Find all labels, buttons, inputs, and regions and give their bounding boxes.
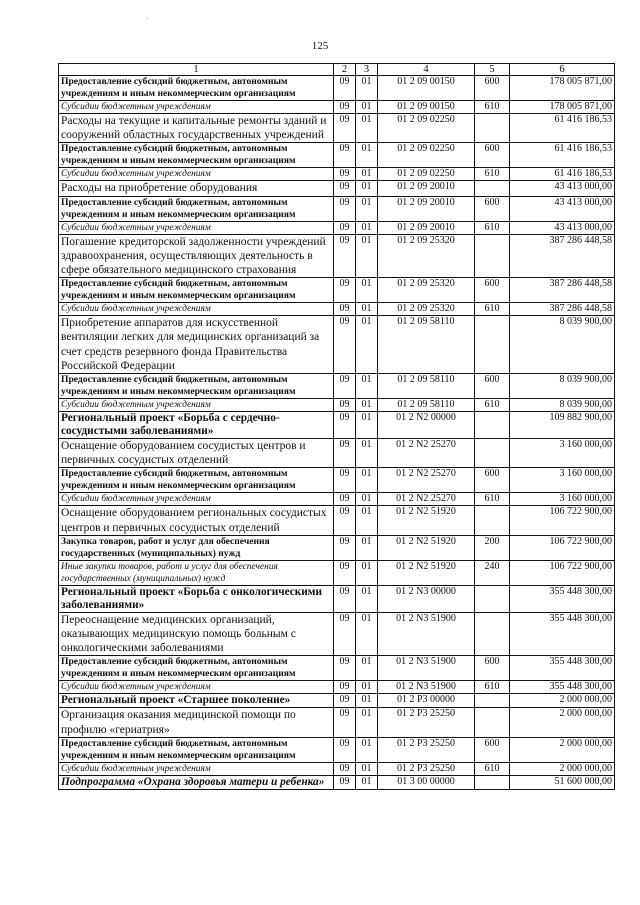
row-name: Предоставление субсидий бюджетным, автономным учреждениям и иным некоммерческим организациям [59, 737, 334, 762]
row-target-code: 01 2 09 00150 [378, 101, 475, 114]
row-target-code: 01 2 09 58110 [378, 399, 475, 412]
row-name: Оснащение оборудованием региональных сосудистых центров и первичных сосудистых отделений [59, 506, 334, 535]
row-target-code: 01 2 09 20010 [378, 196, 475, 221]
row-target-code: 01 2 P3 25250 [378, 737, 475, 762]
row-amount: 355 448 300,00 [510, 585, 615, 612]
row-subsection: 01 [356, 775, 378, 789]
row-name: Расходы на текущие и капитальные ремонты зданий и сооружений областных государственных учреждений [59, 114, 334, 143]
table-row [59, 439, 615, 468]
row-amount: 2 000 000,00 [510, 694, 615, 708]
row-section: 09 [334, 303, 356, 316]
row-subsection: 01 [356, 468, 378, 493]
row-section: 09 [334, 181, 356, 196]
row-subsection: 01 [356, 708, 378, 737]
row-subsection: 01 [356, 585, 378, 612]
row-subsection: 01 [356, 412, 378, 439]
row-subsection: 01 [356, 114, 378, 143]
row-name: Субсидии бюджетным учреждениям [59, 493, 334, 506]
row-target-code: 01 2 P3 25250 [378, 708, 475, 737]
row-section: 09 [334, 196, 356, 221]
row-name: Предоставление субсидий бюджетным, автономным учреждениям и иным некоммерческим организациям [59, 196, 334, 221]
row-expense-type: 600 [475, 737, 510, 762]
row-subsection: 01 [356, 506, 378, 535]
row-name: Предоставление субсидий бюджетным, автономным учреждениям и иным некоммерческим организациям [59, 468, 334, 493]
row-target-code: 01 2 09 20010 [378, 221, 475, 234]
row-target-code: 01 2 N3 00000 [378, 585, 475, 612]
row-target-code: 01 2 N3 51900 [378, 656, 475, 681]
row-amount: 109 882 900,00 [510, 412, 615, 439]
header-amount: 6 [510, 64, 615, 76]
row-amount: 61 416 186,53 [510, 168, 615, 181]
row-target-code: 01 2 09 25320 [378, 278, 475, 303]
row-name: Региональный проект «Старшее поколение» [59, 694, 334, 708]
header-target-code: 4 [378, 64, 475, 76]
row-amount: 43 413 000,00 [510, 221, 615, 234]
row-subsection: 01 [356, 168, 378, 181]
row-expense-type: 610 [475, 493, 510, 506]
row-target-code: 01 2 09 25320 [378, 303, 475, 316]
row-subsection: 01 [356, 234, 378, 278]
header-row [59, 64, 615, 76]
row-subsection: 01 [356, 656, 378, 681]
header-section: 2 [334, 64, 356, 76]
row-section: 09 [334, 412, 356, 439]
row-expense-type [475, 439, 510, 468]
row-expense-type [475, 114, 510, 143]
row-expense-type: 600 [475, 656, 510, 681]
row-amount: 8 039 900,00 [510, 399, 615, 412]
row-subsection: 01 [356, 399, 378, 412]
row-name: Предоставление субсидий бюджетным, автономным учреждениям и иным некоммерческим организациям [59, 656, 334, 681]
table-row [59, 612, 615, 656]
row-expense-type [475, 506, 510, 535]
row-expense-type: 610 [475, 681, 510, 694]
table-row [59, 143, 615, 168]
row-amount: 2 000 000,00 [510, 762, 615, 775]
row-section: 09 [334, 439, 356, 468]
row-subsection: 01 [356, 762, 378, 775]
table-row [59, 708, 615, 737]
row-subsection: 01 [356, 303, 378, 316]
row-expense-type [475, 316, 510, 374]
row-name: Субсидии бюджетным учреждениям [59, 168, 334, 181]
row-target-code: 01 2 N2 25270 [378, 493, 475, 506]
row-amount: 51 600 000,00 [510, 775, 615, 789]
header-subsection: 3 [356, 64, 378, 76]
row-target-code: 01 2 09 02250 [378, 143, 475, 168]
page-number: 125 [311, 40, 329, 52]
row-amount: 355 448 300,00 [510, 681, 615, 694]
row-subsection: 01 [356, 737, 378, 762]
row-subsection: 01 [356, 560, 378, 585]
row-section: 09 [334, 221, 356, 234]
table-row [59, 468, 615, 493]
row-subsection: 01 [356, 681, 378, 694]
row-name: Переоснащение медицинских организаций, оказывающих медицинскую помощь больным с онкологическими заболеваниями [59, 612, 334, 656]
row-name: Региональный проект «Борьба с онкологическими заболеваниями» [59, 585, 334, 612]
row-section: 09 [334, 399, 356, 412]
scan-mark: . [146, 12, 148, 21]
row-name: Закупка товаров, работ и услуг для обеспечения государственных (муниципальных) нужд [59, 535, 334, 560]
row-target-code: 01 2 P3 00000 [378, 694, 475, 708]
table-row [59, 114, 615, 143]
table-row [59, 656, 615, 681]
table-row [59, 399, 615, 412]
row-name: Субсидии бюджетным учреждениям [59, 221, 334, 234]
row-expense-type: 200 [475, 535, 510, 560]
row-section: 09 [334, 560, 356, 585]
row-expense-type [475, 412, 510, 439]
row-section: 09 [334, 612, 356, 656]
row-name: Субсидии бюджетным учреждениям [59, 101, 334, 114]
row-name: Приобретение аппаратов для искусственной вентиляции легких для медицинских организаций за счет средств резервного фонда Правительства Российской Федерации [59, 316, 334, 374]
row-section: 09 [334, 694, 356, 708]
row-section: 09 [334, 143, 356, 168]
row-expense-type [475, 708, 510, 737]
table-row [59, 374, 615, 399]
table-row [59, 412, 615, 439]
row-target-code: 01 2 P3 25250 [378, 762, 475, 775]
row-amount: 43 413 000,00 [510, 181, 615, 196]
row-amount: 387 286 448,58 [510, 303, 615, 316]
row-amount: 106 722 900,00 [510, 535, 615, 560]
row-name: Субсидии бюджетным учреждениям [59, 303, 334, 316]
table-row [59, 493, 615, 506]
table-row [59, 196, 615, 221]
row-target-code: 01 2 N2 51920 [378, 560, 475, 585]
row-section: 09 [334, 506, 356, 535]
row-target-code: 01 2 09 00150 [378, 76, 475, 101]
row-expense-type: 600 [475, 76, 510, 101]
row-section: 09 [334, 585, 356, 612]
row-section: 09 [334, 316, 356, 374]
row-amount: 387 286 448,58 [510, 278, 615, 303]
row-section: 09 [334, 493, 356, 506]
table-row [59, 737, 615, 762]
row-name: Расходы на приобретение оборудования [59, 181, 334, 196]
table-row [59, 506, 615, 535]
row-section: 09 [334, 374, 356, 399]
row-name: Погашение кредиторской задолженности учреждений здравоохранения, осуществляющих деятельность в сфере обязательного медицинского страхования [59, 234, 334, 278]
row-section: 09 [334, 656, 356, 681]
row-expense-type: 600 [475, 196, 510, 221]
table-row [59, 681, 615, 694]
row-section: 09 [334, 775, 356, 789]
row-section: 09 [334, 114, 356, 143]
row-expense-type [475, 585, 510, 612]
row-expense-type [475, 181, 510, 196]
row-name: Субсидии бюджетным учреждениям [59, 399, 334, 412]
row-subsection: 01 [356, 196, 378, 221]
row-amount: 8 039 900,00 [510, 316, 615, 374]
table-row [59, 694, 615, 708]
table-row [59, 278, 615, 303]
row-subsection: 01 [356, 76, 378, 101]
row-section: 09 [334, 737, 356, 762]
row-expense-type [475, 775, 510, 789]
row-amount: 8 039 900,00 [510, 374, 615, 399]
row-subsection: 01 [356, 493, 378, 506]
row-subsection: 01 [356, 374, 378, 399]
row-target-code: 01 2 N2 25270 [378, 439, 475, 468]
row-expense-type: 600 [475, 278, 510, 303]
row-expense-type [475, 612, 510, 656]
row-expense-type: 610 [475, 399, 510, 412]
row-amount: 355 448 300,00 [510, 612, 615, 656]
row-target-code: 01 2 N2 00000 [378, 412, 475, 439]
table-row [59, 762, 615, 775]
row-target-code: 01 2 N3 51900 [378, 612, 475, 656]
row-amount: 387 286 448,58 [510, 234, 615, 278]
row-amount: 178 005 871,00 [510, 76, 615, 101]
row-amount: 2 000 000,00 [510, 708, 615, 737]
row-expense-type [475, 234, 510, 278]
row-expense-type: 610 [475, 101, 510, 114]
row-section: 09 [334, 681, 356, 694]
table-row [59, 76, 615, 101]
row-target-code: 01 2 09 02250 [378, 168, 475, 181]
row-name: Организация оказания медицинской помощи по профилю «гериатрия» [59, 708, 334, 737]
row-target-code: 01 2 N2 51920 [378, 535, 475, 560]
row-expense-type: 610 [475, 221, 510, 234]
row-target-code: 01 2 09 58110 [378, 374, 475, 399]
header-expense-type: 5 [475, 64, 510, 76]
table-row [59, 181, 615, 196]
row-section: 09 [334, 168, 356, 181]
row-amount: 43 413 000,00 [510, 196, 615, 221]
row-subsection: 01 [356, 612, 378, 656]
table-row [59, 316, 615, 374]
row-amount: 355 448 300,00 [510, 656, 615, 681]
row-expense-type: 600 [475, 143, 510, 168]
row-target-code: 01 2 N3 51900 [378, 681, 475, 694]
row-target-code: 01 2 09 58110 [378, 316, 475, 374]
row-target-code: 01 3 00 00000 [378, 775, 475, 789]
row-amount: 61 416 186,53 [510, 143, 615, 168]
header-name: 1 [59, 64, 334, 76]
table-row [59, 560, 615, 585]
row-name: Предоставление субсидий бюджетным, автономным учреждениям и иным некоммерческим организациям [59, 278, 334, 303]
row-name: Оснащение оборудованием сосудистых центров и первичных сосудистых отделений [59, 439, 334, 468]
row-subsection: 01 [356, 439, 378, 468]
table-body [59, 76, 615, 790]
table-row [59, 585, 615, 612]
row-subsection: 01 [356, 535, 378, 560]
row-expense-type: 610 [475, 303, 510, 316]
table-row [59, 775, 615, 789]
row-amount: 3 160 000,00 [510, 493, 615, 506]
row-target-code: 01 2 09 25320 [378, 234, 475, 278]
row-expense-type [475, 694, 510, 708]
row-name: Предоставление субсидий бюджетным, автономным учреждениям и иным некоммерческим организациям [59, 374, 334, 399]
row-expense-type: 610 [475, 168, 510, 181]
row-target-code: 01 2 09 02250 [378, 114, 475, 143]
row-name: Предоставление субсидий бюджетным, автономным учреждениям и иным некоммерческим организациям [59, 76, 334, 101]
row-amount: 3 160 000,00 [510, 439, 615, 468]
row-subsection: 01 [356, 181, 378, 196]
table-row [59, 303, 615, 316]
row-amount: 2 000 000,00 [510, 737, 615, 762]
row-subsection: 01 [356, 694, 378, 708]
row-expense-type: 600 [475, 374, 510, 399]
row-subsection: 01 [356, 316, 378, 374]
row-amount: 178 005 871,00 [510, 101, 615, 114]
table-row [59, 101, 615, 114]
row-section: 09 [334, 762, 356, 775]
row-name: Иные закупки товаров, работ и услуг для обеспечения государственных (муниципальных) нужд [59, 560, 334, 585]
row-name: Субсидии бюджетным учреждениям [59, 681, 334, 694]
row-target-code: 01 2 N2 51920 [378, 506, 475, 535]
budget-table [58, 63, 615, 790]
row-section: 09 [334, 278, 356, 303]
row-subsection: 01 [356, 143, 378, 168]
row-target-code: 01 2 N2 25270 [378, 468, 475, 493]
row-section: 09 [334, 535, 356, 560]
row-section: 09 [334, 234, 356, 278]
row-expense-type: 610 [475, 762, 510, 775]
row-name: Предоставление субсидий бюджетным, автономным учреждениям и иным некоммерческим организациям [59, 143, 334, 168]
row-amount: 3 160 000,00 [510, 468, 615, 493]
row-section: 09 [334, 76, 356, 101]
row-subsection: 01 [356, 221, 378, 234]
row-name: Подпрограмма «Охрана здоровья матери и ребенка» [59, 775, 334, 789]
row-expense-type: 600 [475, 468, 510, 493]
table-row [59, 535, 615, 560]
row-name: Субсидии бюджетным учреждениям [59, 762, 334, 775]
row-subsection: 01 [356, 278, 378, 303]
row-subsection: 01 [356, 101, 378, 114]
row-expense-type: 240 [475, 560, 510, 585]
row-name: Региональный проект «Борьба с сердечно-сосудистыми заболеваниями» [59, 412, 334, 439]
row-amount: 106 722 900,00 [510, 560, 615, 585]
row-amount: 106 722 900,00 [510, 506, 615, 535]
row-section: 09 [334, 708, 356, 737]
row-amount: 61 416 186,53 [510, 114, 615, 143]
table-row [59, 221, 615, 234]
row-section: 09 [334, 468, 356, 493]
row-section: 09 [334, 101, 356, 114]
table-row [59, 234, 615, 278]
row-target-code: 01 2 09 20010 [378, 181, 475, 196]
table-row [59, 168, 615, 181]
